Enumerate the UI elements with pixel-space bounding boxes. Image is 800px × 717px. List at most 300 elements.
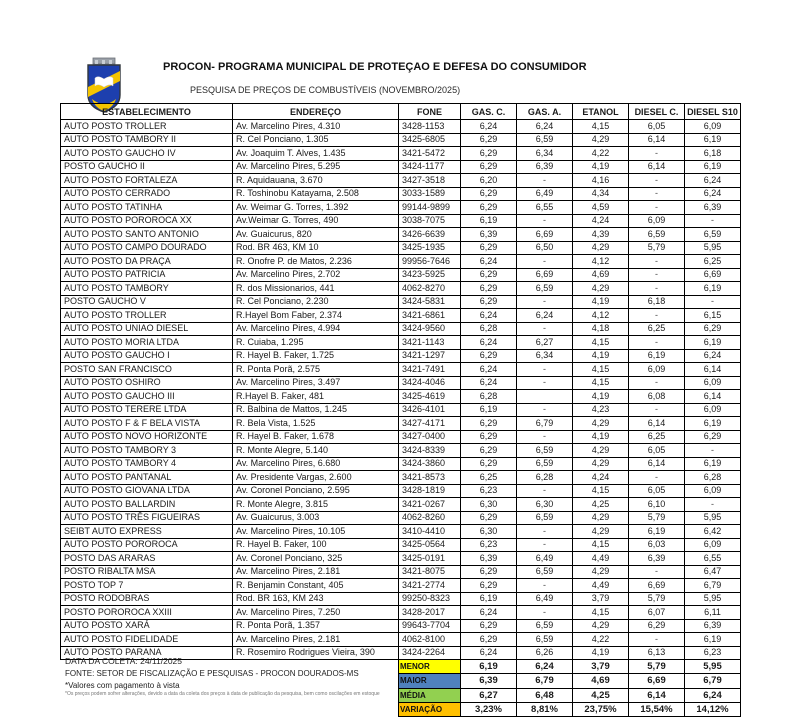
diesel-s10-cell: 6,39 [685,201,741,215]
diesel-c-cell: 6,19 [629,525,685,539]
diesel-s10-cell: 6,09 [685,538,741,552]
establishment-cell: AUTO POSTO FORTALEZA [61,174,233,188]
etanol-cell: 4,24 [573,214,629,228]
summary-value: 6,39 [461,674,517,688]
gas-a-cell: 6,59 [517,633,573,647]
diesel-s10-cell: 6,09 [685,484,741,498]
diesel-c-cell: - [629,255,685,269]
establishment-cell: AUTO POSTO CAMPO DOURADO [61,241,233,255]
etanol-cell: 4,19 [573,295,629,309]
address-cell: R. Ponta Porã, 1.357 [233,619,399,633]
table-row [61,255,741,269]
summary-spacer [61,702,399,716]
gas-c-cell: 6,29 [461,160,517,174]
gas-c-cell: 6,39 [461,228,517,242]
gas-c-cell: 6,29 [461,187,517,201]
etanol-cell: 4,29 [573,511,629,525]
table-row [61,228,741,242]
table-row [61,363,741,377]
etanol-cell: 4,29 [573,282,629,296]
establishment-cell: AUTO POSTO UNIAO DIESEL [61,322,233,336]
summary-value: 6,24 [685,688,741,702]
table-row [61,309,741,323]
gas-c-cell: 6,29 [461,147,517,161]
address-cell: Av. Marcelino Pires, 10.105 [233,525,399,539]
column-header-estabelecimento: ESTABELECIMENTO [61,104,233,120]
summary-value: 5,79 [629,660,685,674]
summary-value: 6,69 [629,674,685,688]
address-cell: Av. Marcelino Pires, 2.702 [233,268,399,282]
establishment-cell: AUTO POSTO BALLARDIN [61,498,233,512]
diesel-s10-cell: 6,29 [685,322,741,336]
phone-cell: 3424-2264 [399,646,461,660]
diesel-c-cell: - [629,403,685,417]
gas-a-cell: - [517,525,573,539]
gas-a-cell: - [517,430,573,444]
diesel-s10-cell: 6,42 [685,525,741,539]
gas-a-cell: 6,59 [517,133,573,147]
gas-c-cell: 6,29 [461,619,517,633]
establishment-cell: POSTO SAN FRANCISCO [61,363,233,377]
fuel-price-table [60,103,741,717]
table-row [61,592,741,606]
address-cell: R.Hayel Bom Faber, 2.374 [233,309,399,323]
etanol-cell: 4,29 [573,241,629,255]
etanol-cell: 4,29 [573,525,629,539]
gas-c-cell: 6,30 [461,525,517,539]
etanol-cell: 4,19 [573,390,629,404]
etanol-cell: 4,39 [573,228,629,242]
address-cell: R. Aquidauana, 3.670 [233,174,399,188]
diesel-s10-cell: - [685,498,741,512]
summary-value: 6,24 [517,660,573,674]
phone-cell: 3033-1589 [399,187,461,201]
table-row [61,430,741,444]
establishment-cell: AUTO POSTO SANTO ANTONIO [61,228,233,242]
table-row [61,187,741,201]
etanol-cell: 4,15 [573,336,629,350]
column-header-fone: FONE [399,104,461,120]
gas-a-cell: 6,59 [517,457,573,471]
diesel-s10-cell: 6,23 [685,646,741,660]
diesel-s10-cell: - [685,444,741,458]
gas-c-cell: 6,29 [461,579,517,593]
address-cell: R. Monte Alegre, 3.815 [233,498,399,512]
table-row [61,214,741,228]
gas-c-cell: 6,24 [461,336,517,350]
diesel-c-cell: 5,79 [629,592,685,606]
gas-c-cell: 6,23 [461,484,517,498]
column-header-etanol: ETANOL [573,104,629,120]
gas-a-cell: 6,49 [517,187,573,201]
etanol-cell: 4,29 [573,565,629,579]
address-cell: R. Cel Ponciano, 1.305 [233,133,399,147]
gas-a-cell: 6,27 [517,336,573,350]
etanol-cell: 4,19 [573,430,629,444]
table-row [61,376,741,390]
payment-note-line: *Valores com pagamento à vista [65,681,180,690]
address-cell: Av. Marcelino Pires, 2.181 [233,565,399,579]
establishment-cell: AUTO POSTO XARÁ [61,619,233,633]
diesel-c-cell: - [629,471,685,485]
diesel-c-cell: - [629,565,685,579]
diesel-c-cell: - [629,201,685,215]
phone-cell: 99956-7646 [399,255,461,269]
table-row [61,606,741,620]
phone-cell: 3426-4101 [399,403,461,417]
diesel-c-cell: 6,05 [629,484,685,498]
summary-value: 6,79 [517,674,573,688]
etanol-cell: 4,29 [573,619,629,633]
page-title: PROCON- PROGRAMA MUNICIPAL DE PROTEÇAO E DEFESA DO CONSUMIDOR [163,61,587,73]
table-row [61,484,741,498]
address-cell: R. Monte Alegre, 5.140 [233,444,399,458]
phone-cell: 3427-4171 [399,417,461,431]
gas-c-cell: 6,19 [461,592,517,606]
gas-a-cell: 6,34 [517,349,573,363]
table-row [61,390,741,404]
etanol-cell: 4,25 [573,498,629,512]
address-cell: Av. Coronel Ponciano, 2.595 [233,484,399,498]
gas-a-cell: 6,39 [517,160,573,174]
diesel-s10-cell: 6,24 [685,349,741,363]
diesel-s10-cell: 6,18 [685,147,741,161]
diesel-c-cell: 6,14 [629,133,685,147]
table-row [61,295,741,309]
gas-a-cell: 6,34 [517,147,573,161]
column-header-gas-a: GAS. A. [517,104,573,120]
address-cell: R. Rosemiro Rodrigues Vieira, 390 [233,646,399,660]
diesel-c-cell: 6,25 [629,430,685,444]
phone-cell: 3421-0267 [399,498,461,512]
diesel-s10-cell: 6,79 [685,579,741,593]
summary-value: 6,14 [629,688,685,702]
diesel-s10-cell: 6,09 [685,120,741,134]
diesel-s10-cell: 6,19 [685,633,741,647]
etanol-cell: 4,22 [573,633,629,647]
address-cell: Av. Guaicurus, 820 [233,228,399,242]
summary-value: 6,48 [517,688,573,702]
phone-cell: 3421-6861 [399,309,461,323]
phone-cell: 3427-3518 [399,174,461,188]
address-cell: Av. Marcelino Pires, 7.250 [233,606,399,620]
gas-a-cell: 6,26 [517,646,573,660]
table-row [61,552,741,566]
etanol-cell: 4,49 [573,579,629,593]
gas-a-cell: - [517,174,573,188]
gas-a-cell: - [517,484,573,498]
address-cell: R. Benjamin Constant, 405 [233,579,399,593]
diesel-c-cell: - [629,376,685,390]
establishment-cell: POSTO GAUCHO V [61,295,233,309]
establishment-cell: POSTO RIBALTA MSA [61,565,233,579]
establishment-cell: AUTO POSTO TATINHA [61,201,233,215]
phone-cell: 3421-8075 [399,565,461,579]
phone-cell: 3428-1153 [399,120,461,134]
gas-c-cell: 6,39 [461,552,517,566]
diesel-s10-cell: - [685,295,741,309]
gas-c-cell: 6,29 [461,457,517,471]
summary-label: MÉDIA [399,688,461,702]
gas-c-cell: 6,24 [461,120,517,134]
phone-cell: 3425-0564 [399,538,461,552]
phone-cell: 3424-4046 [399,376,461,390]
diesel-s10-cell: 6,15 [685,309,741,323]
address-cell: Rod. BR 163, KM 243 [233,592,399,606]
gas-a-cell [517,390,573,404]
etanol-cell: 4,29 [573,457,629,471]
diesel-c-cell: 6,14 [629,417,685,431]
gas-c-cell: 6,25 [461,471,517,485]
table-row [61,417,741,431]
phone-cell: 3421-2774 [399,579,461,593]
phone-cell: 4062-8100 [399,633,461,647]
diesel-s10-cell: 6,09 [685,403,741,417]
etanol-cell: 4,19 [573,160,629,174]
diesel-s10-cell: 6,39 [685,619,741,633]
etanol-cell: 4,22 [573,147,629,161]
diesel-c-cell: 6,29 [629,619,685,633]
establishment-cell: AUTO POSTO TROLLER [61,309,233,323]
establishment-cell: AUTO POSTO TROLLER [61,120,233,134]
diesel-c-cell: 6,14 [629,160,685,174]
diesel-s10-cell: 6,19 [685,457,741,471]
phone-cell: 3428-2017 [399,606,461,620]
address-cell: Av. Marcelino Pires, 6.680 [233,457,399,471]
gas-c-cell: 6,29 [461,444,517,458]
phone-cell: 3426-6639 [399,228,461,242]
gas-c-cell: 6,24 [461,363,517,377]
establishment-cell: POSTO POROROCA XXIII [61,606,233,620]
diesel-c-cell: 6,13 [629,646,685,660]
etanol-cell: 4,19 [573,349,629,363]
table-row [61,619,741,633]
gas-a-cell: 6,59 [517,282,573,296]
establishment-cell: AUTO POSTO F & F BELA VISTA [61,417,233,431]
gas-a-cell: 6,69 [517,228,573,242]
address-cell: R. Balbina de Mattos, 1.245 [233,403,399,417]
phone-cell: 3427-0400 [399,430,461,444]
phone-cell: 3425-0191 [399,552,461,566]
diesel-c-cell: 6,69 [629,579,685,593]
address-cell: Av. Marcelino Pires, 3.497 [233,376,399,390]
address-cell: Av. Weimar G. Torres, 1.392 [233,201,399,215]
gas-c-cell: 6,29 [461,241,517,255]
phone-cell: 99144-9899 [399,201,461,215]
address-cell: R. Cel Ponciano, 2.230 [233,295,399,309]
etanol-cell: 4,29 [573,417,629,431]
diesel-c-cell: 5,79 [629,241,685,255]
gas-c-cell: 6,29 [461,565,517,579]
gas-c-cell: 6,29 [461,417,517,431]
phone-cell: 3425-4619 [399,390,461,404]
establishment-cell: AUTO POSTO TAMBORY 3 [61,444,233,458]
table-row [61,457,741,471]
address-cell: Rod. BR 463, KM 10 [233,241,399,255]
address-cell: R. Bela Vista, 1.525 [233,417,399,431]
summary-value: 14,12% [685,702,741,716]
establishment-cell: POSTO TOP 7 [61,579,233,593]
column-header-diesel-s10: DIESEL S10 [685,104,741,120]
summary-value: 3,79 [573,660,629,674]
diesel-c-cell: - [629,282,685,296]
phone-cell: 3423-5925 [399,268,461,282]
diesel-c-cell: 6,09 [629,214,685,228]
phone-cell: 4062-8260 [399,511,461,525]
phone-cell: 3410-4410 [399,525,461,539]
summary-label: VARIAÇÃO [399,702,461,716]
diesel-s10-cell: 6,19 [685,336,741,350]
phone-cell: 3425-1935 [399,241,461,255]
gas-a-cell: - [517,255,573,269]
diesel-c-cell: 6,39 [629,552,685,566]
address-cell: Av. Guaicurus, 3.003 [233,511,399,525]
summary-value: 8,81% [517,702,573,716]
address-cell: Av. Marcelino Pires, 4.994 [233,322,399,336]
gas-a-cell: 6,30 [517,498,573,512]
diesel-s10-cell: 6,55 [685,552,741,566]
establishment-cell: AUTO POSTO FIDELIDADE [61,633,233,647]
etanol-cell: 4,15 [573,484,629,498]
gas-c-cell: 6,20 [461,174,517,188]
gas-a-cell: - [517,403,573,417]
etanol-cell: 4,19 [573,646,629,660]
establishment-cell: AUTO POSTO GAUCHO I [61,349,233,363]
summary-value: 4,69 [573,674,629,688]
address-cell: Av. Presidente Vargas, 2.600 [233,471,399,485]
table-row [61,133,741,147]
gas-a-cell: 6,59 [517,565,573,579]
table-row [61,498,741,512]
address-cell: Av. Marcelino Pires, 2.181 [233,633,399,647]
gas-a-cell: 6,55 [517,201,573,215]
gas-a-cell: - [517,538,573,552]
establishment-cell: AUTO POSTO NOVO HORIZONTE [61,430,233,444]
establishment-cell: AUTO POSTO GIOVANA LTDA [61,484,233,498]
table-row [61,565,741,579]
summary-value: 6,19 [461,660,517,674]
diesel-c-cell: - [629,633,685,647]
gas-a-cell: 6,28 [517,471,573,485]
diesel-c-cell: 5,79 [629,511,685,525]
gas-a-cell: - [517,579,573,593]
summary-value: 6,79 [685,674,741,688]
column-header-gas-c: GAS. C. [461,104,517,120]
table-row [61,336,741,350]
establishment-cell: AUTO POSTO PATRICIA [61,268,233,282]
table-row [61,444,741,458]
phone-cell: 4062-8270 [399,282,461,296]
diesel-c-cell: - [629,174,685,188]
summary-value: 4,25 [573,688,629,702]
diesel-c-cell: 6,08 [629,390,685,404]
table-row [61,282,741,296]
table-row [61,201,741,215]
gas-c-cell: 6,24 [461,646,517,660]
gas-c-cell: 6,24 [461,309,517,323]
phone-cell: 3421-8573 [399,471,461,485]
diesel-s10-cell: 6,25 [685,255,741,269]
diesel-c-cell: 6,25 [629,322,685,336]
summary-value: 15,54% [629,702,685,716]
diesel-c-cell: 6,07 [629,606,685,620]
gas-c-cell: 6,29 [461,511,517,525]
table-row [61,525,741,539]
phone-cell: 3421-1143 [399,336,461,350]
establishment-cell: AUTO POSTO TRÊS FIGUEIRAS [61,511,233,525]
address-cell: R.Hayel B. Faker, 481 [233,390,399,404]
source-line: FONTE: SETOR DE FISCALIZAÇÃO E PESQUISAS - PROCON DOURADOS-MS [65,669,359,678]
address-cell: R. Toshinobu Katayama, 2.508 [233,187,399,201]
diesel-c-cell: 6,10 [629,498,685,512]
table-row [61,538,741,552]
diesel-c-cell: 6,19 [629,349,685,363]
phone-cell: 99643-7704 [399,619,461,633]
diesel-s10-cell: 6,24 [685,187,741,201]
gas-c-cell: 6,28 [461,390,517,404]
gas-a-cell: 6,59 [517,619,573,633]
table-header [61,104,741,120]
diesel-c-cell: 6,09 [629,363,685,377]
establishment-cell: AUTO POSTO PARANA [61,646,233,660]
etanol-cell: 4,59 [573,201,629,215]
phone-cell: 3428-1819 [399,484,461,498]
address-cell: R. dos Missionarios, 441 [233,282,399,296]
diesel-s10-cell: 5,95 [685,592,741,606]
gas-c-cell: 6,29 [461,201,517,215]
diesel-c-cell: 6,18 [629,295,685,309]
table-row [61,160,741,174]
phone-cell: 3424-8339 [399,444,461,458]
address-cell: Av.Weimar G. Torres, 490 [233,214,399,228]
establishment-cell: AUTO POSTO OSHIRO [61,376,233,390]
etanol-cell: 4,29 [573,444,629,458]
diesel-c-cell: - [629,309,685,323]
phone-cell: 99250-8323 [399,592,461,606]
summary-value: 6,27 [461,688,517,702]
etanol-cell: 4,12 [573,309,629,323]
table-row [61,349,741,363]
diesel-s10-cell: 6,28 [685,471,741,485]
establishment-cell: AUTO POSTO DA PRAÇA [61,255,233,269]
diesel-s10-cell: 6,24 [685,174,741,188]
address-cell: Av. Marcelino Pires, 5.295 [233,160,399,174]
gas-a-cell: - [517,606,573,620]
disclaimer-line: *Os preços podem sofrer alterações, devido a data da coleta dos preços à data de publicação da pesquisa, bem como oscilações em estoque [65,691,380,697]
etanol-cell: 4,15 [573,538,629,552]
etanol-cell: 4,34 [573,187,629,201]
address-cell: R. Hayel B. Faker, 1.725 [233,349,399,363]
etanol-cell: 4,18 [573,322,629,336]
phone-cell: 3421-7491 [399,363,461,377]
summary-value: 5,95 [685,660,741,674]
address-cell: R. Hayel B. Faker, 1.678 [233,430,399,444]
diesel-c-cell: 6,05 [629,444,685,458]
diesel-s10-cell: 6,19 [685,160,741,174]
diesel-s10-cell: 6,14 [685,363,741,377]
gas-c-cell: 6,29 [461,430,517,444]
header-row [61,104,741,120]
gas-c-cell: 6,29 [461,349,517,363]
diesel-s10-cell: 6,19 [685,133,741,147]
gas-c-cell: 6,24 [461,606,517,620]
phone-cell: 3424-3860 [399,457,461,471]
gas-a-cell: - [517,322,573,336]
phone-cell: 3421-5472 [399,147,461,161]
gas-c-cell: 6,23 [461,538,517,552]
diesel-c-cell: 6,03 [629,538,685,552]
establishment-cell: POSTO RODOBRAS [61,592,233,606]
